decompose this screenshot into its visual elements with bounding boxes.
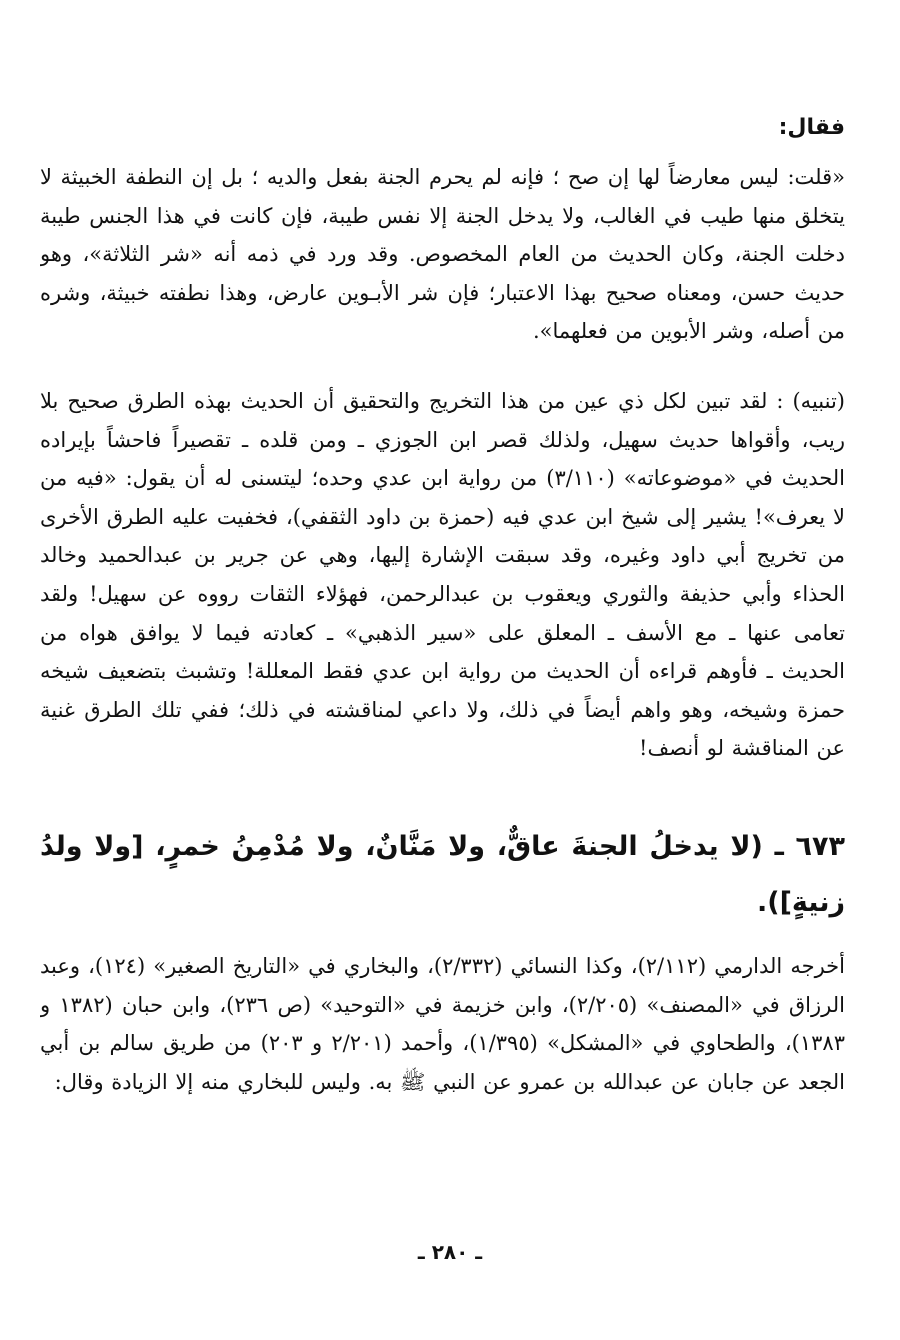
paragraph-takhrij: أخرجه الدارمي (٢/١١٢)، وكذا النسائي (٢/٣٣٢)، والبخاري في «التاريخ الصغير» (١٢٤)، وعبد الرزاق في «المصنف» (٢/٢٠٥)، وابن خزيمة في «التوحيد» (ص ٢٣٦)، وابن حبان (١٣٨٢ و ١٣٨٣)، والطحاوي في «المشكل» (١/٣٩٥)، وأحمد (٢/٢٠١ و ٢٠٣) من طريق سالم بن أبي الجعد عن جابان عن عبدالله بن عمرو عن النبي ﷺ به. وليس للبخاري منه إلا الزيادة وقال:	[40, 954, 845, 1094]
paragraph-quote: «قلت: ليس معارضاً لها إن صح ؛ فإنه لم يحرم الجنة بفعل والديه ؛ بل إن النطفة الخبيثة لا يتخلق منها طيب في الغالب، ولا يدخل الجنة إلا نفس طيبة، فإن كانت في هذا الجنس طيبة دخلت الجنة، وكان الحديث من العام المخصوص. وقد ورد في ذمه أنه «شر الثلاثة»، وهو حديث حسن، ومعناه صحيح بهذا الاعتبار؛ فإن شر الأبـوين عارض، وهذا نطفته خبيثة، وشره من أصله، وشر الأبوين من فعلهما».	[40, 165, 845, 344]
hadith-heading: ٦٧٣ ـ (لا يدخلُ الجنةَ عاقٌّ، ولا مَنَّانٌ، ولا مُدْمِنُ خمرٍ، [ولا ولدُ زنيةٍ]).	[40, 831, 845, 918]
paragraph-note: (تنبيه) : لقد تبين لكل ذي عين من هذا التخريج والتحقيق أن الحديث بهذه الطرق صحيح بلا ريب، وأقواها حديث سهيل، ولذلك قصر ابن الجوزي ـ ومن قلده ـ تقصيراً فاحشاً بإيراده الحديث في «موضوعاته» (٣/١١٠) من رواية ابن عدي وحده؛ ليتسنى له أن يقول: «فيه من لا يعرف»! يشير إلى شيخ ابن عدي فيه (حمزة بن داود الثقفي)، فخفيت عليه الطرق الأخرى من تخريج أبي داود وغيره، وقد سبقت الإشارة إليها، وهي عن جرير بن عبدالحميد وخالد الحذاء وأبي حذيفة والثوري ويعقوب بن عبدالرحمن، فهؤلاء الثقات رووه عن سهيل! ولقد تعامى عنها ـ مع الأسف ـ المعلق على «سير الذهبي» ـ كعادته فيما لا يوافق هواه من الحديث ـ فأوهم قراءه أن الحديث من رواية ابن عدي فقط المعللة! وتشبث بتضعيف شيخه حمزة وشيخه، وهو واهم أيضاً في ذلك، ولا داعي لمناقشته في ذلك؛ ففي تلك الطرق غنية عن المناقشة لو أنصف!	[40, 389, 845, 761]
intro-line: فقال:	[778, 115, 845, 140]
page-body	[40, 104, 845, 1140]
page-number: ـ ٢٨٠ ـ	[417, 1240, 483, 1264]
